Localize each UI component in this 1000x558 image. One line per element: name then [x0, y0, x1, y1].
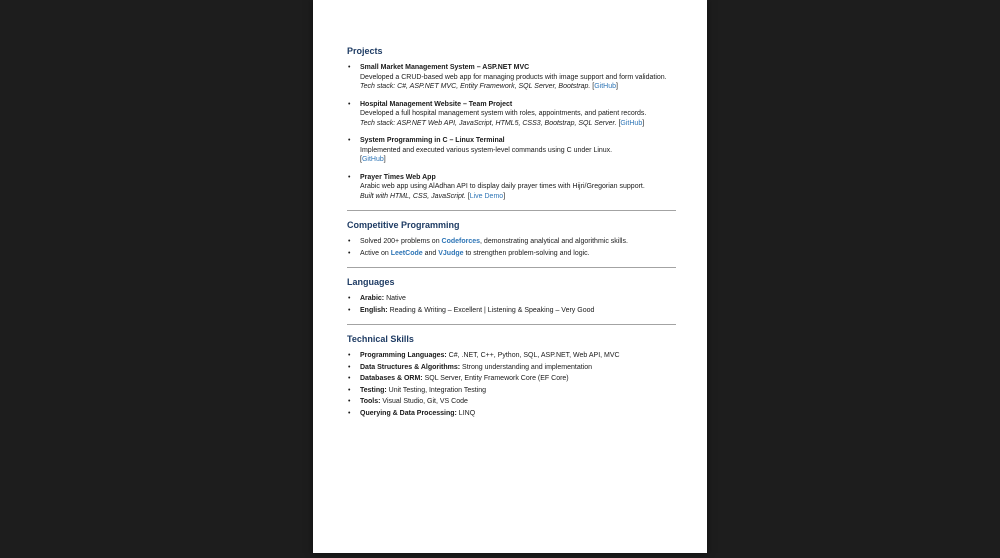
project-tech-line	[360, 192, 676, 202]
project-tech-stack: Tech stack: ASP.NET Web API, JavaScript, HTML5, CSS3, Bootstrap, SQL Server.	[360, 119, 617, 127]
project-title: System Programming in C – Linux Terminal	[360, 137, 505, 144]
project-link-line	[360, 155, 676, 165]
bullet-icon: •	[348, 386, 351, 394]
bullet-icon: •	[348, 100, 351, 108]
project-description: Developed a full hospital management system with roles, appointments, and patient records.	[360, 110, 647, 117]
section-heading-competitive-programming: Competitive Programming	[347, 220, 460, 230]
bracket-open: [	[592, 83, 595, 90]
section-heading-projects: Projects	[347, 46, 383, 56]
skill-value: Visual Studio, Git, VS Code	[380, 398, 468, 405]
list-item-text	[360, 374, 676, 384]
section-divider	[347, 210, 676, 211]
project-title: Prayer Times Web App	[360, 173, 436, 181]
project-tech-line	[360, 119, 676, 129]
skill-label: Querying & Data Processing:	[360, 409, 457, 417]
list-item	[347, 397, 676, 407]
github-link[interactable]: GitHub	[594, 83, 617, 90]
bracket-open: [	[360, 156, 362, 163]
bracket-close: ]	[616, 83, 618, 90]
list-item	[347, 249, 676, 259]
bracket-close: ]	[642, 119, 645, 127]
language-label: English:	[360, 306, 388, 314]
list-item-text	[360, 306, 676, 316]
bracket-open: [	[618, 119, 621, 127]
bullet-icon: •	[348, 249, 351, 257]
project-item-text	[360, 100, 676, 129]
bracket-close: ]	[383, 156, 386, 163]
github-link[interactable]: GitHub	[361, 156, 384, 163]
skill-label: Tools:	[360, 398, 381, 405]
bracket-close: ]	[503, 192, 506, 200]
skill-value: SQL Server, Entity Framework Core (EF Core)	[422, 375, 569, 382]
list-item-text	[360, 363, 676, 373]
list-item	[347, 294, 676, 304]
section-heading-languages: Languages	[347, 277, 395, 287]
project-item-text	[360, 63, 676, 92]
section-divider	[347, 267, 676, 268]
skill-value: Strong understanding and implementation	[460, 363, 593, 371]
project-tech-stack: Tech stack: C#, ASP.NET MVC, Entity Framework, SQL Server, Bootstrap.	[360, 83, 591, 90]
live-demo-link[interactable]: Live Demo	[469, 192, 504, 200]
bullet-icon: •	[348, 363, 351, 371]
skill-label: Databases & ORM:	[360, 375, 423, 382]
page-content	[313, 0, 707, 418]
bullet-icon: •	[348, 352, 351, 359]
section-heading-technical-skills: Technical Skills	[347, 334, 414, 344]
list-item	[347, 237, 676, 247]
github-link[interactable]: GitHub	[620, 119, 643, 127]
bullet-icon: •	[348, 375, 351, 382]
bullet-icon: •	[348, 173, 351, 181]
list-item-text	[360, 351, 676, 361]
bullet-icon: •	[348, 306, 351, 314]
project-title: Small Market Management System – ASP.NET MVC	[360, 64, 530, 71]
list-item-text	[360, 409, 676, 419]
language-label: Arabic:	[360, 295, 385, 302]
bracket-open: [	[467, 192, 470, 200]
list-item	[347, 363, 676, 373]
section-divider	[347, 324, 676, 325]
bullet-text: Active on	[360, 249, 391, 257]
languages-list	[347, 294, 676, 315]
list-item-text	[360, 249, 676, 259]
list-item-text	[360, 294, 676, 304]
skill-label: Programming Languages:	[360, 352, 447, 359]
project-tech-line	[360, 82, 676, 92]
bullet-icon: •	[348, 295, 351, 302]
vjudge-link[interactable]: VJudge	[438, 249, 464, 257]
list-item-text	[360, 237, 676, 247]
bullet-icon: •	[348, 398, 351, 405]
language-level: Reading & Writing – Excellent | Listening & Speaking – Very Good	[387, 306, 595, 314]
project-item	[347, 100, 676, 129]
list-item	[347, 306, 676, 316]
list-item-text	[360, 397, 676, 407]
project-description: Developed a CRUD-based web app for managing products with image support and form validation.	[360, 73, 667, 81]
project-tech-stack: Built with HTML, CSS, JavaScript.	[360, 192, 466, 200]
bullet-text: Solved 200+ problems on	[360, 238, 442, 245]
project-description: Implemented and executed various system-level commands using C under Linux.	[360, 146, 613, 154]
bullet-text: to strengthen problem-solving and logic.	[463, 249, 590, 257]
project-title: Hospital Management Website – Team Project	[360, 100, 513, 108]
skill-value: C#, .NET, C++, Python, SQL, ASP.NET, Web API, MVC	[446, 352, 620, 359]
list-item	[347, 374, 676, 384]
codeforces-link[interactable]: Codeforces	[441, 238, 481, 245]
project-description: Arabic web app using AlAdhan API to display daily prayer times with Hijri/Gregorian support.	[360, 183, 645, 190]
language-level: Native	[384, 295, 406, 302]
project-item	[347, 136, 676, 165]
projects-list	[347, 63, 676, 201]
list-item	[347, 386, 676, 396]
bullet-icon: •	[348, 137, 351, 144]
bullet-icon: •	[348, 238, 351, 245]
project-item	[347, 63, 676, 92]
bullet-text: and	[422, 249, 439, 257]
bullet-icon: •	[348, 409, 351, 417]
list-item	[347, 409, 676, 419]
project-item	[347, 173, 676, 202]
list-item	[347, 351, 676, 361]
skill-value: Unit Testing, Integration Testing	[386, 386, 487, 394]
list-item-text	[360, 386, 676, 396]
skill-label: Data Structures & Algorithms:	[360, 363, 461, 371]
skill-value: LINQ	[456, 409, 476, 417]
bullet-icon: •	[348, 64, 351, 71]
skills-list	[347, 351, 676, 418]
skill-label: Testing:	[360, 386, 387, 394]
bullet-text: , demonstrating analytical and algorithmic skills.	[480, 238, 628, 245]
leetcode-link[interactable]: LeetCode	[390, 249, 423, 257]
document-page	[313, 0, 707, 553]
project-item-text	[360, 136, 676, 165]
project-item-text	[360, 173, 676, 202]
competitive-list	[347, 237, 676, 258]
